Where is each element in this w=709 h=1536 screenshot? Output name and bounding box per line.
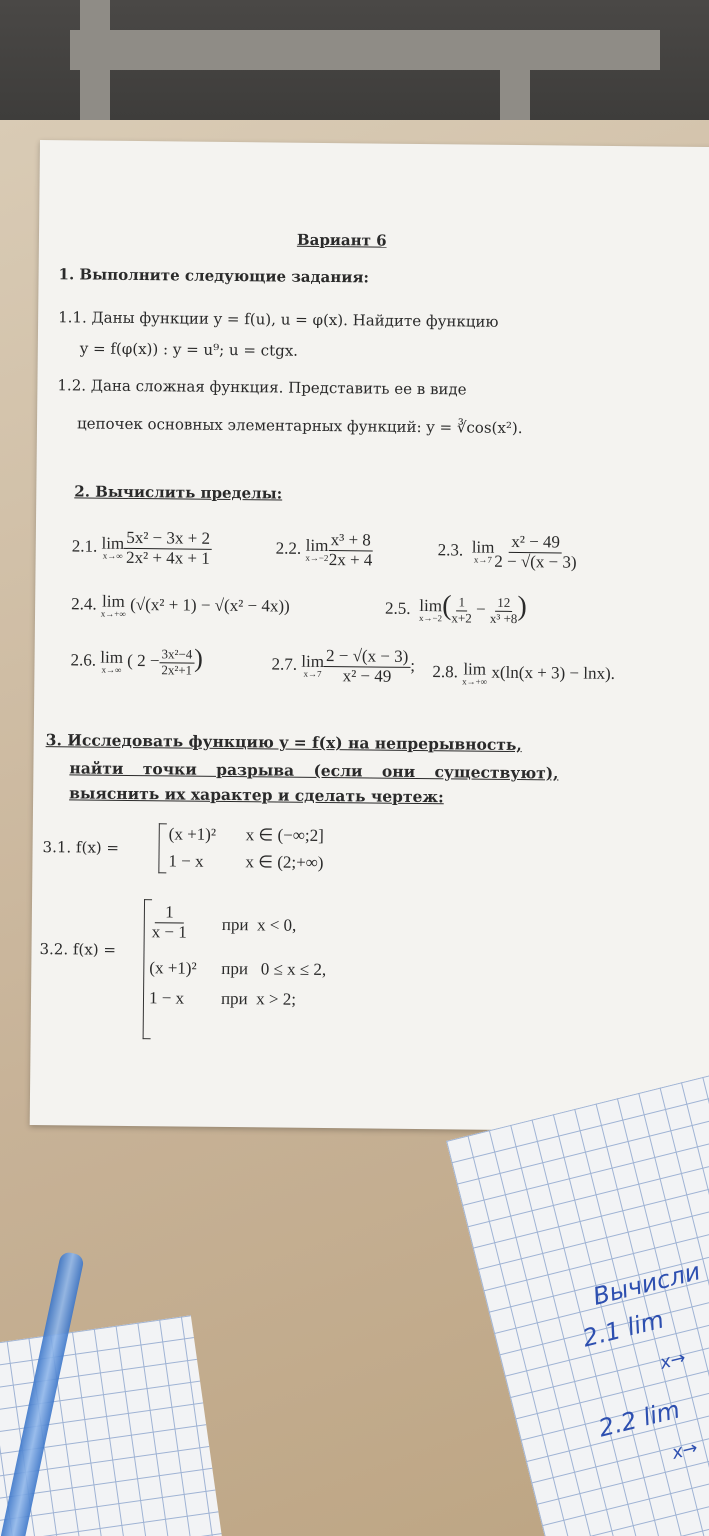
section3-heading-3: выяснить их характер и сделать чертеж: <box>69 783 444 807</box>
f31-case2: 1 − x <box>168 851 204 871</box>
f32-cond3: при x > 2; <box>220 988 297 1009</box>
f32-cond1: при x < 0, <box>221 914 297 935</box>
f32-case1: $\frac{1}{x - 1}$ <box>151 902 187 942</box>
f32-case3: 1 − x <box>148 988 185 1008</box>
limit-2-8: 2.8. lim x→+∞ x(ln(x + 3) − lnx). <box>432 659 616 687</box>
worksheet <box>30 140 709 1132</box>
task-1-2: 1.2. Дана сложная функция. Представить ее в виде <box>57 376 467 399</box>
handwriting: 2.1 lim <box>579 1305 667 1353</box>
f31-cond1: x ∈ (−∞;2] <box>245 825 324 846</box>
section3-heading-2: найти точки разрыва (если они существуют), <box>69 758 559 783</box>
task-1-1: 1.1. Даны функции y = f(u), u = φ(x). Найдите функцию <box>58 308 499 331</box>
limit-2-1: 2.1. lim x→∞ $\frac{\text{5x² − 3x + 2}}{\text{2x² + 4x + 1}}$ <box>71 527 211 568</box>
limit-2-5: 2.5. lim x→−2 ( $\frac{1}{x+2}$ − $\frac{12}{\text{x³ +8}}$ ) <box>385 590 527 626</box>
section1-heading: 1. Выполните следующие задания: <box>58 265 370 287</box>
limit-2-4: 2.4. lim x→+∞ (√(x² + 1) − √(x² − 4x)) <box>71 591 290 619</box>
limit-2-7: 2.7. lim x→7 $\frac{2 - √(x - 3)}{\text{x² − 49}}$ ; <box>271 646 416 686</box>
handwriting: Вычисли <box>590 1257 704 1311</box>
task-1-1-cont: y = f(φ(x)) : y = u⁹; u = ctgx. <box>79 339 299 360</box>
f31-cond2: x ∈ (2;+∞) <box>245 852 324 873</box>
task-3-2-label: 3.2. f(x) = <box>39 940 117 959</box>
variant-title: Вариант 6 <box>296 230 387 250</box>
handwriting: x→ <box>657 1347 688 1374</box>
bracket <box>158 823 167 873</box>
handwriting: x→ <box>669 1437 700 1464</box>
section2-heading: 2. Вычислить пределы: <box>74 482 283 503</box>
section3-heading-1: 3. Исследовать функцию y = f(x) на непрерывность, <box>45 730 522 755</box>
task-3-1-label: 3.1. f(x) = <box>42 838 120 857</box>
handwriting: 2.2 lim <box>595 1395 683 1443</box>
f31-case1: (x +1)² <box>168 824 217 844</box>
f32-case2: (x +1)² <box>149 958 197 978</box>
limit-2-6: 2.6. lim x→∞ ( 2 − $\frac{\text{3x²−4}}{\text{2x²+1}}$ ) <box>70 643 204 678</box>
task-1-2-cont: цепочек основных элементарных функций: y = ∛cos(x²). <box>76 414 523 438</box>
limit-2-2: 2.2. lim x→−2 $\frac{\text{x³ + 8}}{2x + 4}$ <box>275 530 373 570</box>
limit-2-3: 2.3. lim x→7 $\frac{\text{x² − 49}}{2 - √(x - 3)}$ <box>437 531 577 572</box>
f32-cond2: при 0 ≤ x ≤ 2, <box>221 958 327 980</box>
